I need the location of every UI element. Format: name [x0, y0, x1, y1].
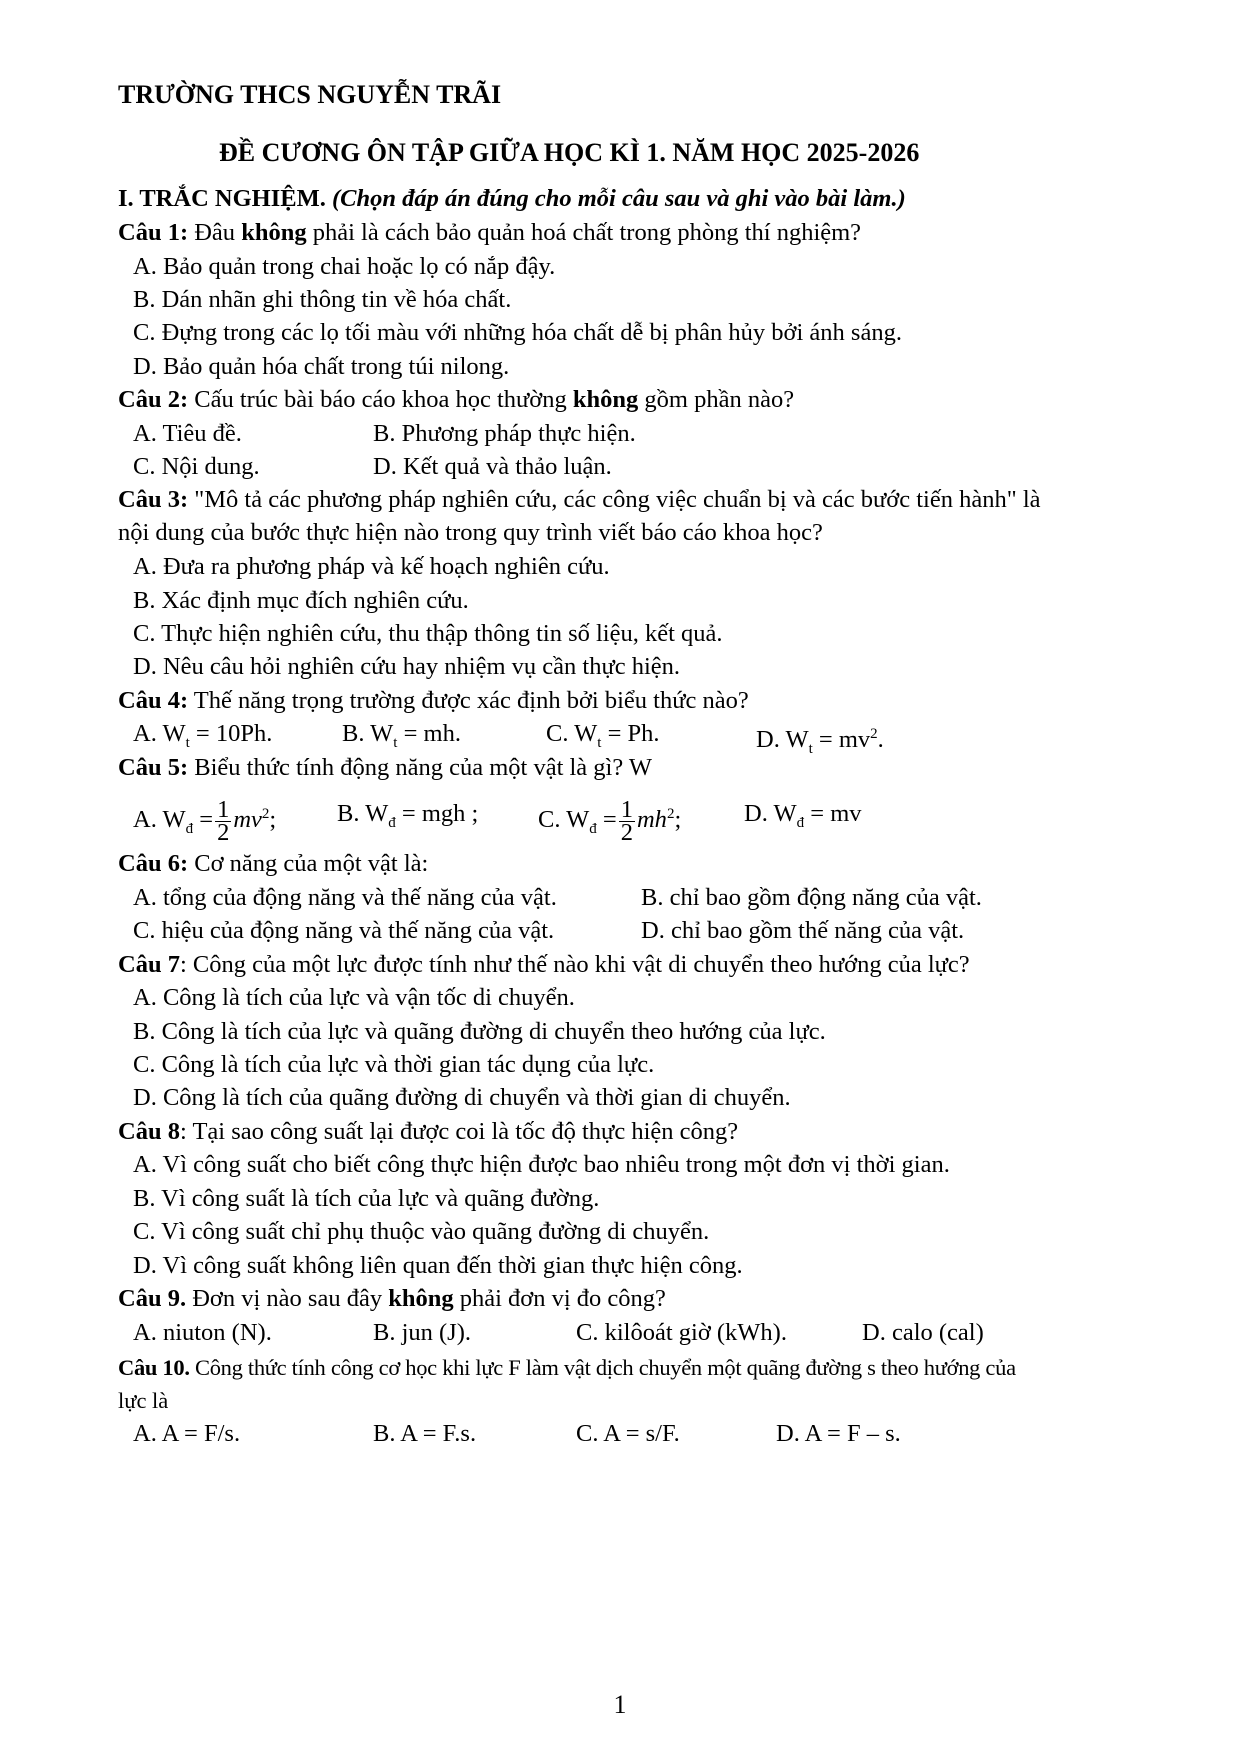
section-label: I. TRẮC NGHIỆM.: [118, 185, 326, 212]
question-text: Cơ năng của một vật là:: [188, 850, 429, 877]
option: C. Đựng trong các lọ tối màu với những hóa chất dễ bị phân hủy bởi ánh sáng.: [133, 319, 902, 346]
section-heading: [118, 184, 906, 214]
option: C. Thực hiện nghiên cứu, thu thập thông tin số liệu, kết quả.: [133, 620, 723, 647]
question-10-continued: lực là: [118, 1388, 169, 1413]
question-7: [118, 950, 970, 980]
option: B. Xác định mục đích nghiên cứu.: [133, 587, 469, 614]
option: A. tổng của động năng và thế năng của vật.: [133, 884, 557, 911]
option: D. Công là tích của quãng đường di chuyển và thời gian di chuyển.: [133, 1084, 791, 1111]
document-title: ĐỀ CƯƠNG ÔN TẬP GIỮA HỌC KÌ 1. NĂM HỌC 2025-2026: [219, 138, 920, 167]
option: D. Kết quả và thảo luận.: [373, 453, 612, 480]
question-label: Câu 4:: [118, 687, 189, 714]
option: A. $W_đ$ = $\frac{1}{2}$ $mv^2$;: [133, 796, 277, 847]
option: B. $W_đ$ = mgh ;: [337, 800, 479, 831]
question-emphasis: không: [572, 386, 639, 413]
option: D. chỉ bao gồm thế năng của vật.: [641, 917, 965, 944]
question-text: : Công của một lực được tính như thế nào khi vật di chuyển theo hướng của lực?: [179, 951, 970, 978]
option: C. $W_đ$ = $\frac{1}{2}$ $mh^2$;: [538, 796, 682, 847]
question-4: [118, 686, 749, 716]
option: C. hiệu của động năng và thế năng của vật.: [133, 917, 555, 944]
option: B. jun (J).: [373, 1319, 471, 1346]
question-text: Công thức tính công cơ học khi lực F làm vật dịch chuyển một quãng đường s theo hướng của: [189, 1355, 1016, 1380]
option: D. calo (cal): [862, 1319, 984, 1346]
question-text: : Tại sao công suất lại được coi là tốc độ thực hiện công?: [179, 1118, 739, 1145]
question-3-continued: nội dung của bước thực hiện nào trong quy trình viết báo cáo khoa học?: [118, 519, 823, 546]
section-instruction: (Chọn đáp án đúng cho mỗi câu sau và ghi vào bài làm.): [331, 185, 906, 212]
option: C. Công là tích của lực và thời gian tác dụng của lực.: [133, 1051, 655, 1078]
fraction: $\frac{1}{2}$: [620, 796, 633, 847]
question-5: [118, 753, 652, 783]
question-text: Biểu thức tính động năng của một vật là gì? W: [188, 754, 653, 781]
fraction: $\frac{1}{2}$: [217, 796, 230, 847]
question-label: Câu 2:: [118, 386, 189, 413]
option: D. Nêu câu hỏi nghiên cứu hay nhiệm vụ cần thực hiện.: [133, 653, 681, 680]
option: A. Bảo quản trong chai hoặc lọ có nắp đậy.: [133, 253, 556, 280]
option: C. kilôoát giờ (kWh).: [576, 1319, 787, 1346]
option: B. Phương pháp thực hiện.: [373, 420, 636, 447]
option: D. Bảo quản hóa chất trong túi nilong.: [133, 353, 510, 380]
option: A. niuton (N).: [133, 1319, 272, 1346]
option: D. A = F – s.: [776, 1420, 901, 1447]
option: B. $W_t$ = mh.: [342, 720, 461, 751]
question-text: Đâu: [188, 219, 242, 246]
option: D. $W_đ$ = mv: [744, 800, 862, 831]
option: A. Tiêu đề.: [133, 420, 242, 447]
option: B. Dán nhãn ghi thông tin về hóa chất.: [133, 286, 512, 313]
option: B. A = F.s.: [373, 1420, 477, 1447]
option: C. Nội dung.: [133, 453, 260, 480]
option: C. Vì công suất chỉ phụ thuộc vào quãng đường di chuyển.: [133, 1218, 710, 1245]
option: A. A = F/s.: [133, 1420, 241, 1447]
question-label: Câu 1:: [118, 219, 189, 246]
question-emphasis: không: [241, 219, 307, 246]
question-text: Thế năng trọng trường được xác định bởi biểu thức nào?: [188, 687, 749, 714]
question-9: [118, 1284, 666, 1314]
option: D. Vì công suất không liên quan đến thời gian thực hiện công.: [133, 1252, 743, 1279]
option: B. Vì công suất là tích của lực và quãng đường.: [133, 1185, 600, 1212]
question-text: phải là cách bảo quản hoá chất trong phòng thí nghiệm?: [306, 219, 862, 246]
question-1: [118, 218, 861, 248]
question-3: [118, 485, 1041, 515]
question-label: Câu 5:: [118, 754, 189, 781]
question-label: Câu 6:: [118, 850, 189, 877]
question-text: "Mô tả các phương pháp nghiên cứu, các công việc chuẩn bị và các bước tiến hành" là: [188, 486, 1041, 513]
option: A. Công là tích của lực và vận tốc di chuyển.: [133, 984, 575, 1011]
school-name: TRƯỜNG THCS NGUYỄN TRÃI: [118, 80, 502, 109]
option: A. $W_t = 10Ph$.: [133, 720, 273, 751]
question-2: [118, 385, 794, 415]
question-text: gồm phần nào?: [638, 386, 795, 413]
option: A. Đưa ra phương pháp và kế hoạch nghiên cứu.: [133, 553, 610, 580]
option: B. Công là tích của lực và quãng đường di chuyển theo hướng của lực.: [133, 1018, 826, 1045]
question-6: [118, 849, 428, 879]
option: B. chỉ bao gồm động năng của vật.: [641, 884, 982, 911]
question-text: Đơn vị nào sau đây: [186, 1285, 389, 1312]
question-text: phải đơn vị đo công?: [453, 1285, 666, 1312]
question-text: Cấu trúc bài báo cáo khoa học thường: [188, 386, 573, 413]
option: C. $W_t = Ph$.: [546, 720, 660, 751]
question-emphasis: không: [388, 1285, 454, 1312]
option: A. Vì công suất cho biết công thực hiện được bao nhiêu trong một đơn vị thời gian.: [133, 1151, 950, 1178]
page-number: 1: [613, 1690, 627, 1719]
option: C. A = s/F.: [576, 1420, 680, 1447]
question-label: Câu 10.: [118, 1355, 190, 1380]
question-label: Câu 8: [118, 1118, 180, 1145]
question-label: Câu 3:: [118, 486, 189, 513]
question-label: Câu 7: [118, 951, 180, 978]
question-label: Câu 9.: [118, 1285, 187, 1312]
question-10: [118, 1353, 1016, 1383]
option: D. $W_t = mv^2$.: [756, 726, 884, 758]
question-8: [118, 1117, 738, 1147]
